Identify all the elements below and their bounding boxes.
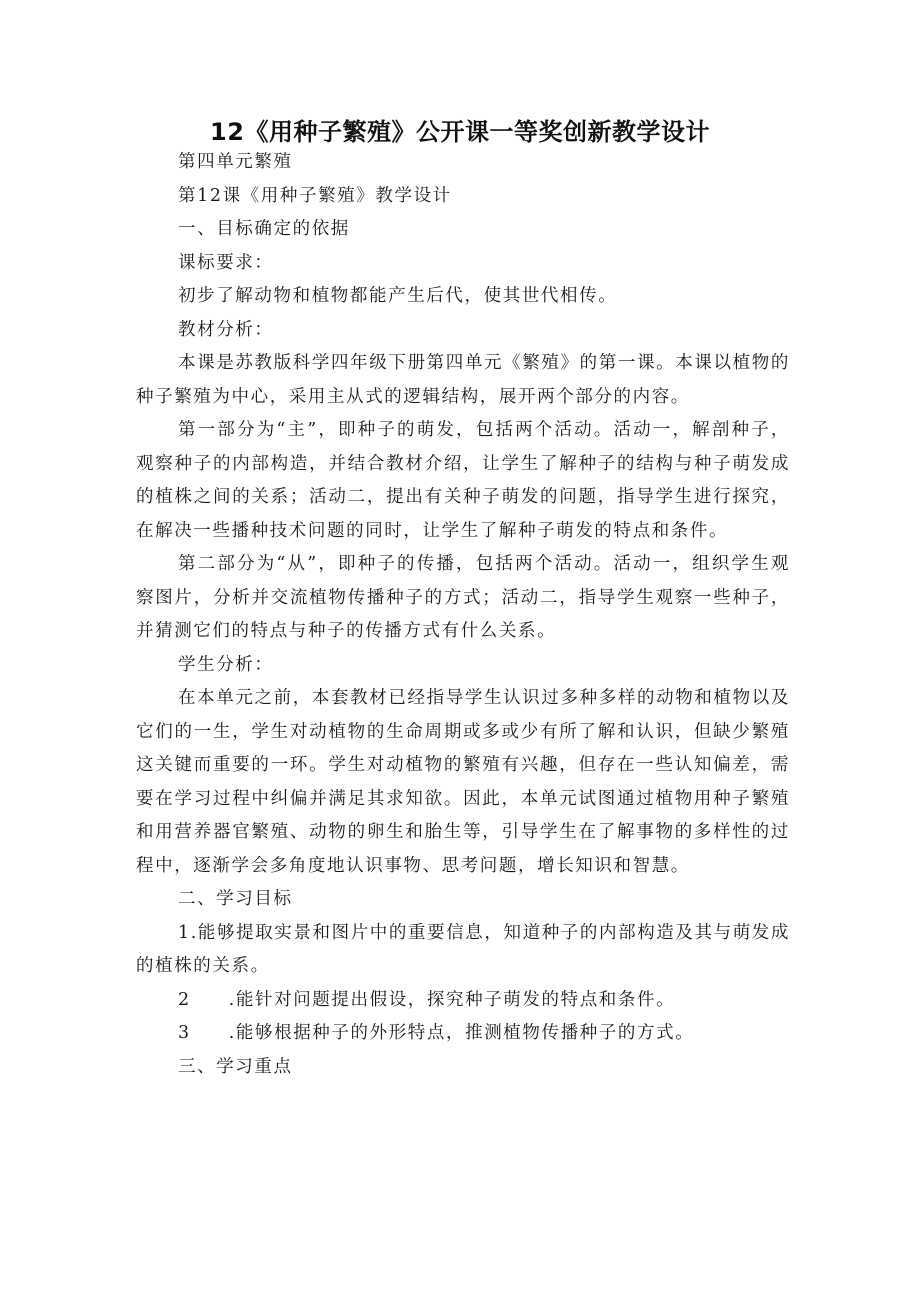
goal-text: .能针对问题提出假设，探究种子萌发的特点和条件。: [228, 989, 676, 1010]
goal-text: .能够提取实景和图片中的重要信息，知道种子的内部构造及其与萌发成的植株的关系。: [136, 922, 790, 976]
textbook-paragraph: 第一部分为“主”，即种子的萌发，包括两个活动。活动一，解剖种子，观察种子的内部构造，并结合教材介绍，让学生了解种子的结构与种子萌发成的植株之间的关系；活动二，提出有关种子萌发的问题，指导学生进行探究，在解决一些播种技术问题的同时，让学生了解种子萌发的特点和条件。: [136, 420, 790, 541]
student-label: 学生分析：: [178, 654, 274, 675]
document-body: [136, 146, 790, 1084]
goal-item: [136, 984, 790, 1018]
lesson-line: 第12课《用种子繁殖》教学设计: [178, 185, 452, 206]
goal-number: 3: [178, 1023, 191, 1043]
standards-text: 初步了解动物和植物都能产生后代，使其世代相传。: [178, 286, 618, 306]
section-heading: 二、学习目标: [178, 889, 293, 909]
goal-item: [136, 917, 790, 984]
section-heading: 一、目标确定的依据: [178, 219, 350, 239]
standards-label: 课标要求：: [178, 252, 274, 273]
textbook-paragraph: 第二部分为“从”，即种子的传播，包括两个活动。活动一，组织学生观察图片，分析并交流植物传播种子的方式；活动二，指导学生观察一些种子，并猜测它们的特点与种子的传播方式有什么关系。: [136, 554, 790, 641]
document-title: 12《用种子繁殖》公开课一等奖创新教学设计: [210, 118, 710, 146]
textbook-label: 教材分析：: [178, 319, 274, 340]
goal-text: .能够根据种子的外形特点，推测植物传播种子的方式。: [228, 1023, 695, 1043]
goal-number: 1: [178, 922, 191, 943]
section-heading: 三、学习重点: [178, 1056, 293, 1077]
unit-line: 第四单元繁殖: [178, 152, 293, 172]
student-paragraph: 在本单元之前，本套教材已经指导学生认识过多种多样的动物和植物以及它们的一生，学生对动植物的生命周期或多或少有所了解和认识，但缺少繁殖这关键而重要的一环。学生对动植物的繁殖有兴趣，但存在一些认知偏差，需要在学习过程中纠偏并满足其求知欲。因此，本单元试图通过植物用种子繁殖和用营养器官繁殖、动物的卵生和胎生等，引导学生在了解事物的多样性的过程中，逐渐学会多角度地认识事物、思考问题，增长知识和智慧。: [136, 688, 790, 876]
textbook-paragraph: 本课是苏教版科学四年级下册第四单元《繁殖》的第一课。本课以植物的种子繁殖为中心，采用主从式的逻辑结构，展开两个部分的内容。: [136, 353, 790, 407]
goal-number: 2: [178, 989, 191, 1010]
goal-item: [136, 1017, 790, 1051]
